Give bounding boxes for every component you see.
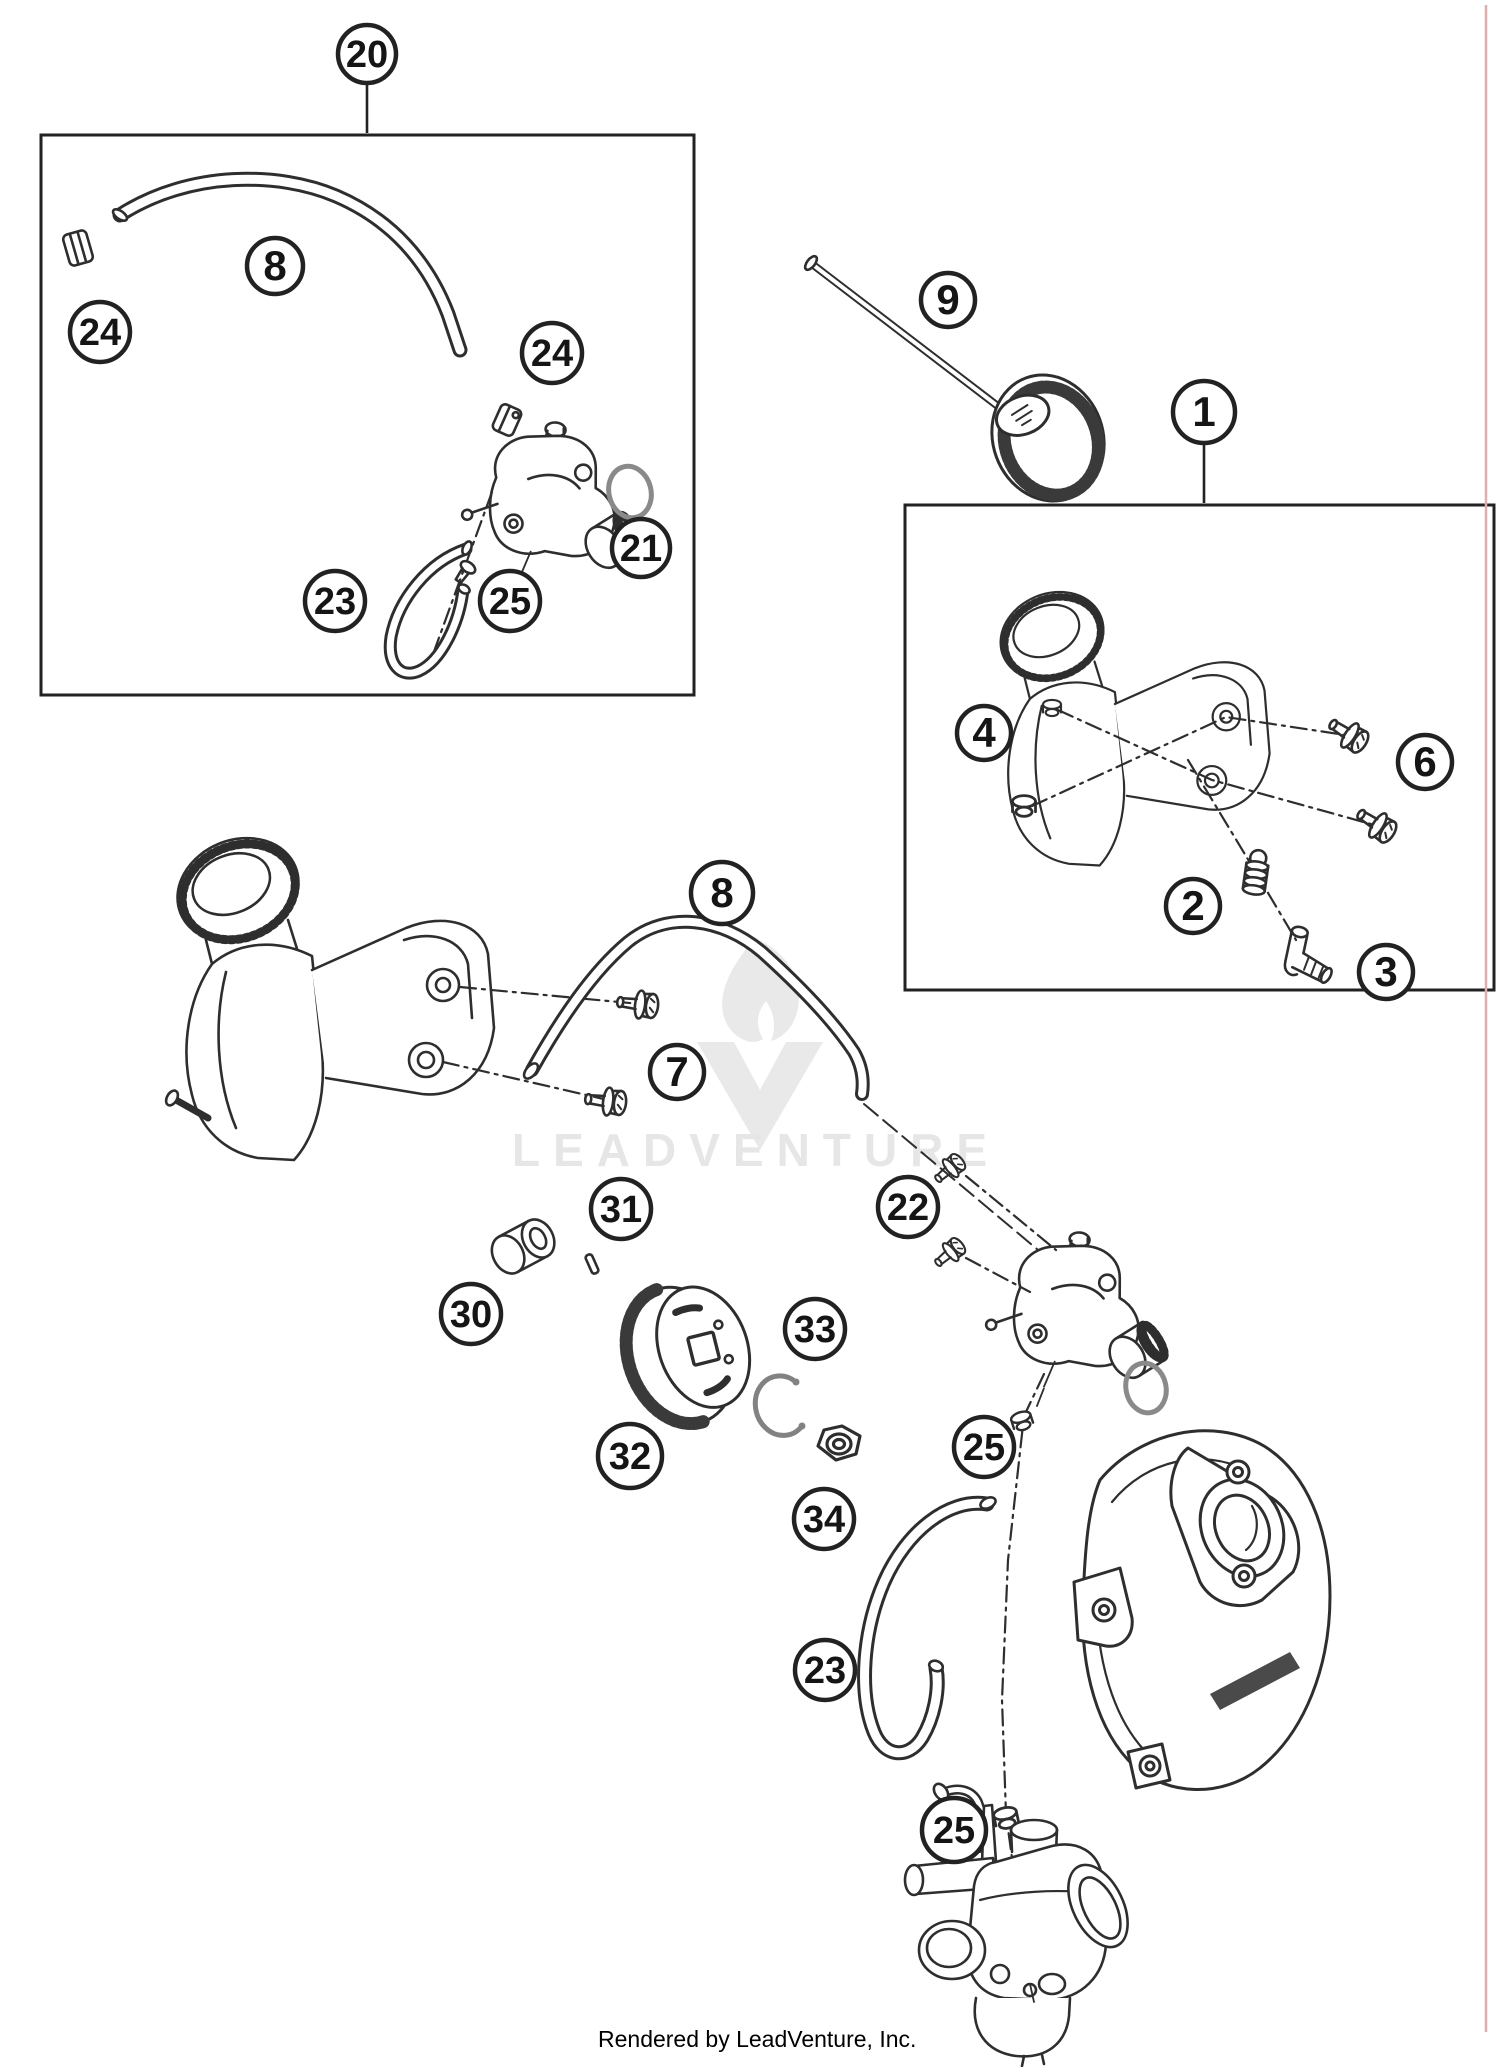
callout-number: 2 (1181, 882, 1205, 929)
callout-24[interactable] (70, 302, 130, 362)
callout-number: 31 (599, 1189, 643, 1231)
callout-33[interactable] (785, 1299, 845, 1359)
part-hose-23-main (865, 1495, 998, 1753)
callout-number: 8 (710, 869, 734, 916)
callout-25[interactable] (954, 1417, 1014, 1477)
callout-8[interactable] (247, 238, 303, 294)
callout-24[interactable] (522, 323, 582, 383)
callout-number: 22 (886, 1187, 930, 1229)
callout-number: 20 (345, 34, 389, 76)
callout-23[interactable] (305, 571, 365, 631)
part-nipple-2 (1242, 849, 1270, 896)
part-pump-gear-32 (608, 1266, 769, 1439)
callout-number: 25 (932, 1810, 976, 1852)
footer-credit: Rendered by LeadVenture, Inc. (598, 2026, 917, 2052)
part-clamp-24-left (62, 229, 94, 266)
callout-21[interactable] (612, 519, 670, 577)
callout-number: 1 (1192, 388, 1216, 435)
leadventure-watermark (512, 938, 1000, 1176)
callout-6[interactable] (1398, 735, 1452, 789)
part-circlip-33 (755, 1376, 805, 1435)
callout-4[interactable] (957, 706, 1011, 760)
callout-number: 32 (608, 1436, 652, 1478)
part-bushing-30 (485, 1214, 560, 1279)
callout-number: 25 (488, 581, 532, 623)
callout-20[interactable] (338, 25, 396, 133)
part-filler-cap-9 (974, 359, 1121, 517)
callout-2[interactable] (1166, 879, 1220, 933)
callout-number: 6 (1413, 738, 1437, 785)
part-clutch-cover (1074, 1431, 1330, 1790)
callout-number: 30 (449, 1294, 493, 1336)
part-screw-6b (1351, 801, 1401, 847)
part-grommet-4a (1043, 700, 1061, 716)
callout-number: 23 (803, 1650, 847, 1692)
part-screw-6a (1323, 711, 1373, 757)
part-clamp-24-right (491, 403, 522, 438)
callout-34[interactable] (794, 1489, 854, 1549)
part-oil-pump-main (978, 1224, 1182, 1420)
part-nut-34 (818, 1426, 860, 1460)
part-screw-7a (616, 988, 660, 1021)
callout-number: 3 (1374, 948, 1398, 995)
callout-22[interactable] (878, 1177, 938, 1237)
part-grommet-25a (1010, 1409, 1035, 1432)
part-banjo-bolt-25-kit (452, 559, 478, 586)
watermark-text: LEADVENTURE (511, 1124, 1001, 1176)
callout-number: 23 (313, 581, 357, 623)
callout-7[interactable] (650, 1045, 704, 1099)
callout-number: 8 (263, 242, 287, 289)
part-dipstick-9 (803, 254, 1016, 420)
callout-25[interactable] (922, 1798, 986, 1862)
callout-number: 24 (530, 333, 574, 375)
callout-8[interactable] (691, 862, 753, 924)
callout-23[interactable] (795, 1640, 855, 1700)
callout-number: 24 (78, 312, 122, 354)
part-screw-7b (584, 1085, 628, 1118)
part-elbow-3 (1282, 925, 1341, 985)
part-hose-23-kit (390, 540, 473, 673)
callout-25[interactable] (480, 571, 540, 631)
callout-32[interactable] (598, 1424, 662, 1488)
part-screw-22b (929, 1234, 969, 1272)
callout-9[interactable] (921, 273, 975, 327)
callout-31[interactable] (591, 1179, 651, 1239)
part-oil-tank-main (162, 820, 494, 1160)
callout-number: 4 (972, 709, 996, 756)
callout-number: 7 (665, 1048, 689, 1095)
callout-number: 33 (793, 1309, 837, 1351)
callout-number: 21 (619, 528, 663, 570)
callout-number: 34 (802, 1499, 846, 1541)
callout-30[interactable] (441, 1284, 501, 1344)
callout-number: 9 (936, 276, 960, 323)
part-oil-tank-boxed (987, 577, 1269, 866)
callout-3[interactable] (1359, 945, 1413, 999)
callout-1[interactable] (1173, 381, 1235, 503)
part-pin-31 (585, 1253, 600, 1274)
part-oil-pump-kit (454, 414, 658, 610)
callout-number: 25 (962, 1427, 1006, 1469)
leader-pump-to-hose23 (428, 492, 492, 668)
